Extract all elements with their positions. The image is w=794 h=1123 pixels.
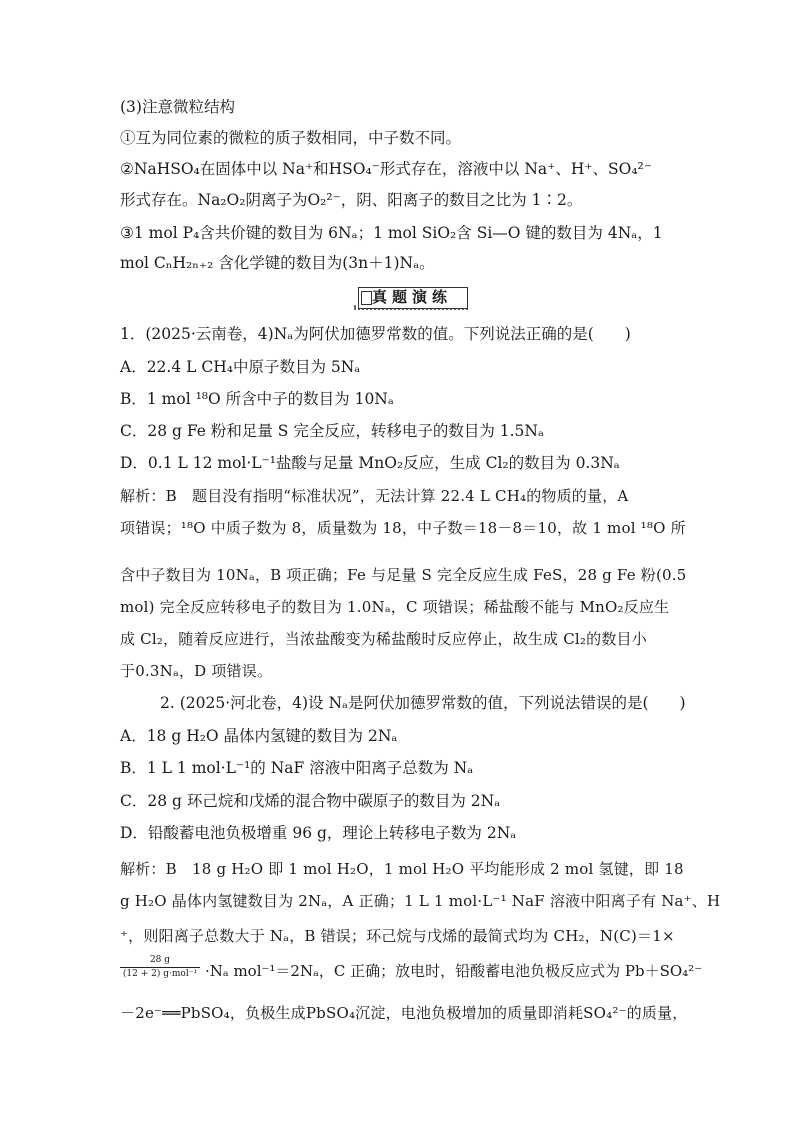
solution-line: mol) 完全反应转移电子的数目为 1.0Nₐ，C 项错误；稀盐酸不能与 MnO₂反应生: [120, 598, 670, 616]
fraction-denominator: (12 + 2) g·mol⁻¹: [122, 969, 198, 979]
note-line: 形式存在。Na₂O₂阴离子为O₂²⁻，阴、阳离子的数目之比为 1∶2。: [120, 191, 583, 209]
fraction: [120, 955, 200, 980]
subsection-heading: (3)注意微粒结构: [120, 98, 235, 116]
solution-line: 于0.3Nₐ，D 项错误。: [120, 662, 273, 680]
banner-title: 真题演练: [371, 288, 452, 306]
fraction-bar: [120, 967, 200, 968]
option-a: A．22.4 L CH₄中原子数目为 5Nₐ: [120, 358, 361, 376]
note-line: mol CₙH₂ₙ₊₂ 含化学键的数目为(3n＋1)Nₐ。: [120, 254, 435, 272]
solution-line: g H₂O 晶体内氢键数目为 2Nₐ，A 正确；1 L 1 mol·L⁻¹ NaF 溶液中阳离子有 Na⁺、H: [120, 892, 721, 910]
section-banner: [354, 285, 470, 311]
option-d: D．0.1 L 12 mol·L⁻¹盐酸与足量 MnO₂反应，生成 Cl₂的数目为 0.3Nₐ: [120, 454, 620, 472]
solution-line: 含中子数目为 10Nₐ，B 项正确；Fe 与足量 S 完全反应生成 FeS，28 g Fe 粉(0.5: [120, 566, 687, 584]
option-a: A．18 g H₂O 晶体内氢键的数目为 2Nₐ: [120, 727, 398, 745]
question-stem: 2. (2025·河北卷，4)设 Nₐ是阿伏加德罗常数的值，下列说法错误的是( ): [160, 694, 686, 712]
option-b: B．1 mol ¹⁸O 所含中子的数目为 10Nₐ: [120, 390, 394, 408]
note-line: ①互为同位素的微粒的质子数相同，中子数不同。: [120, 129, 462, 147]
question-stem: 1．(2025·云南卷，4)Nₐ为阿伏加德罗常数的值。下列说法正确的是( ): [120, 325, 631, 343]
option-c: C．28 g Fe 粉和足量 S 完全反应，转移电子的数目为 1.5Nₐ: [120, 422, 544, 440]
option-b: B．1 L 1 mol·L⁻¹的 NaF 溶液中阳离子总数为 Nₐ: [120, 759, 474, 777]
solution-line: ⁺，则阳离子总数大于 Nₐ，B 错误；环己烷与戊烯的最简式均为 CH₂，N(C)＝1×: [120, 927, 675, 945]
solution-line: 项错误；¹⁸O 中质子数为 8，质量数为 18，中子数＝18－8＝10，故 1 mol ¹⁸O 所: [120, 519, 686, 537]
option-c: C．28 g 环己烷和戊烯的混合物中碳原子的数目为 2Nₐ: [120, 792, 501, 810]
fraction-numerator: 28 g: [149, 955, 171, 965]
note-line: ③1 mol P₄含共价键的数目为 6Nₐ；1 mol SiO₂含 Si—O 键的数目为 4Nₐ，1: [120, 224, 663, 242]
solution-line: －2e⁻══PbSO₄，负极生成PbSO₄沉淀，电池负极增加的质量即消耗SO₄²⁻的质量，: [120, 1004, 688, 1022]
solution-line: ·Nₐ mol⁻¹＝2Nₐ，C 正确；放电时，铅酸蓄电池负极反应式为 Pb＋SO₄²⁻: [205, 962, 703, 980]
option-d: D．铅酸蓄电池负极增重 96 g，理论上转移电子数为 2Nₐ: [120, 824, 517, 842]
solution-line: 解析：B 题目没有指明“标准状况”，无法计算 22.4 L CH₄的物质的量，A: [120, 487, 629, 505]
solution-line: 成 Cl₂，随着反应进行，当浓盐酸变为稀盐酸时反应停止，故生成 Cl₂的数目小: [120, 630, 647, 648]
solution-line: 解析：B 18 g H₂O 即 1 mol H₂O，1 mol H₂O 平均能形成 2 mol 氢键，即 18: [120, 860, 684, 878]
note-line: ②NaHSO₄在固体中以 Na⁺和HSO₄⁻形式存在，溶液中以 Na⁺、H⁺、SO₄²⁻: [120, 160, 652, 178]
